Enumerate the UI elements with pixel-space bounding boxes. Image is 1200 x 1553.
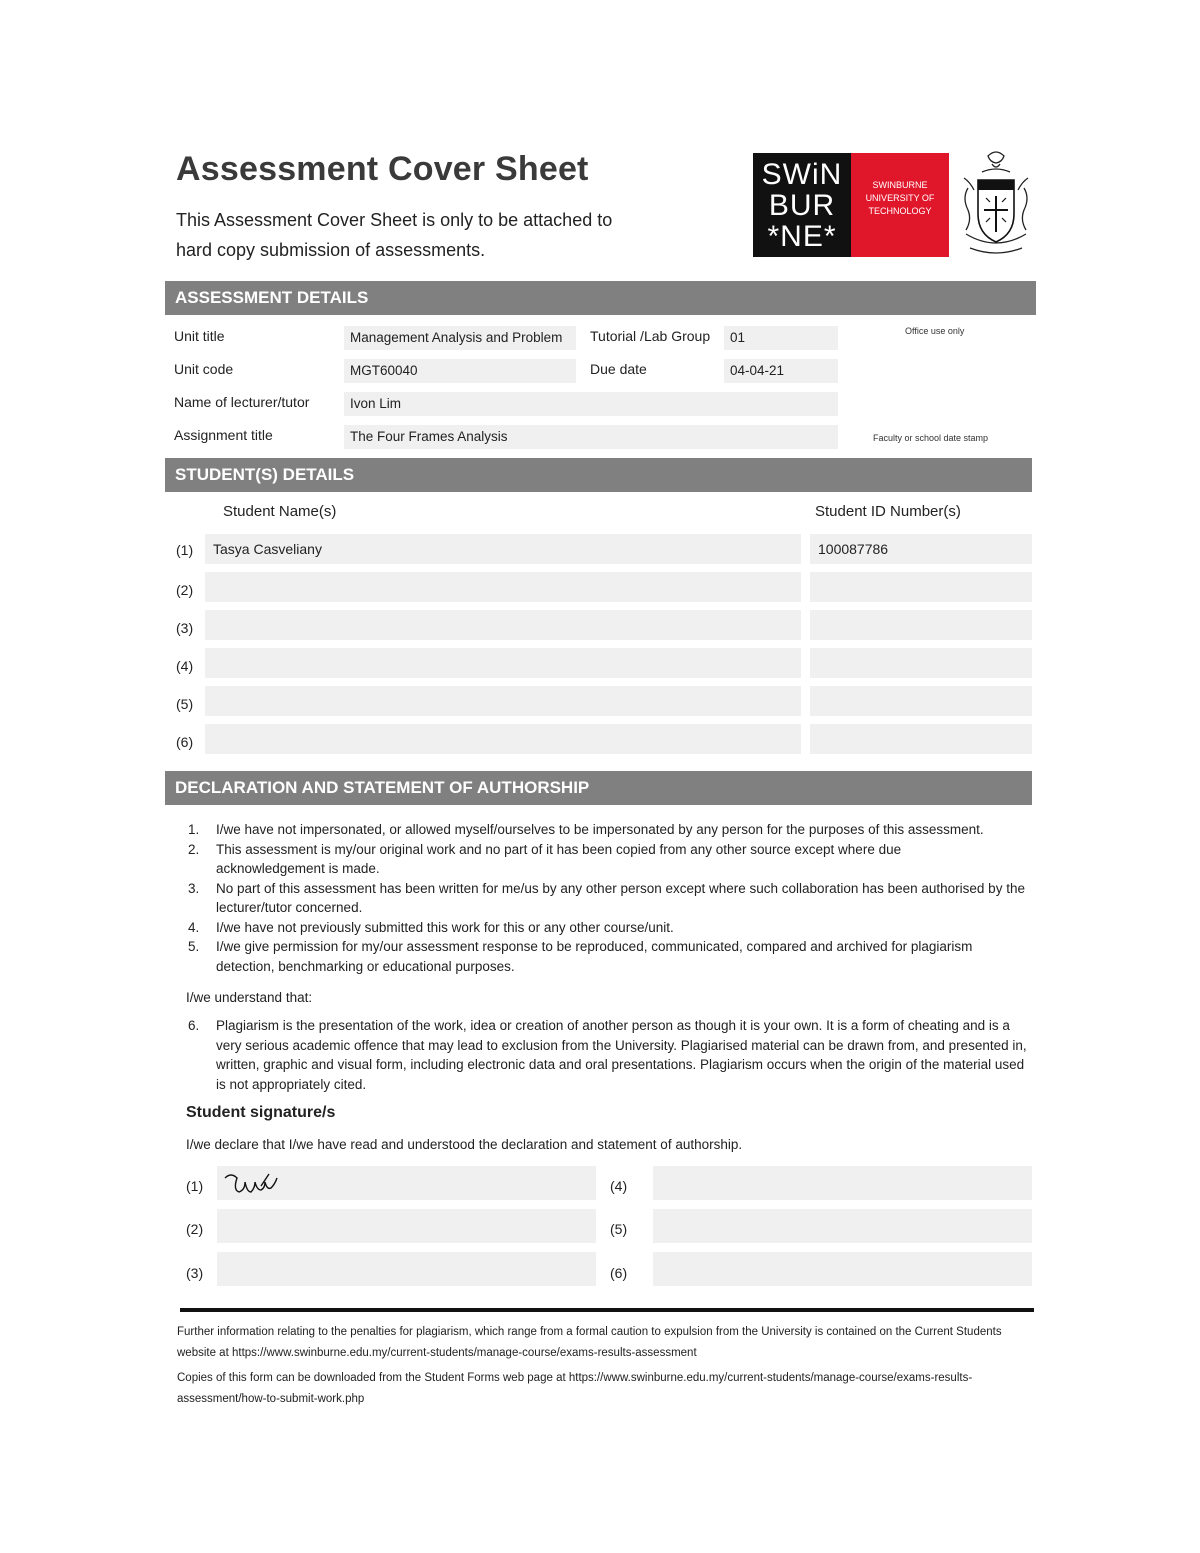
declaration-item-text: I/we give permission for my/our assessment response to be reproduced, communicated, compared and archived for plagiarism detection, benchmarking or educational purposes. <box>216 939 973 974</box>
declaration-item-number: 5. <box>188 939 200 954</box>
signature-statement: I/we declare that I/we have read and understood the declaration and statement of authorship. <box>186 1137 743 1152</box>
signature-label-2: (2) <box>186 1221 204 1237</box>
declaration-header: DECLARATION AND STATEMENT OF AUTHORSHIP <box>165 771 1032 805</box>
signature-field-4[interactable] <box>653 1166 1032 1200</box>
tutorial-field[interactable]: 01 <box>724 326 838 350</box>
assessment-details-header: ASSESSMENT DETAILS <box>165 281 1036 315</box>
declaration-item-number: 2. <box>188 841 200 857</box>
student-row-number: (6) <box>176 734 194 750</box>
student-id-field[interactable]: 100087786 <box>810 534 1032 564</box>
student-id-field[interactable] <box>810 572 1032 602</box>
signature-label-3: (3) <box>186 1265 204 1281</box>
page-subtitle: This Assessment Cover Sheet is only to be attached to hard copy submission of assessments. <box>176 210 613 260</box>
signature-field-5[interactable] <box>653 1209 1032 1243</box>
signature-field-2[interactable] <box>217 1209 596 1243</box>
crest-icon <box>958 148 1034 260</box>
handwritten-signature <box>221 1168 281 1198</box>
student-row-number: (3) <box>176 620 194 636</box>
student-name-field[interactable] <box>205 686 801 716</box>
student-row-number: (2) <box>176 582 194 598</box>
date-stamp-note: Faculty or school date stamp <box>873 433 989 443</box>
logo-line-1: SWiN <box>761 158 843 191</box>
due-date-field[interactable]: 04-04-21 <box>724 359 838 383</box>
unit-code-field[interactable]: MGT60040 <box>344 359 576 383</box>
understand-label: I/we understand that: <box>186 990 313 1005</box>
footer-forms-info: Copies of this form can be downloaded from the Student Forms web page at https://www.swinburne.edu.my/current-students/manage-course/exams-results-assessment/how-to-submit-work.php <box>177 1372 973 1405</box>
declaration-item-text: I/we have not previously submitted this work for this or any other course/unit. <box>216 919 674 935</box>
declaration-item <box>188 840 1028 879</box>
signature-label-1: (1) <box>186 1178 204 1194</box>
signature-label-6: (6) <box>610 1265 628 1281</box>
student-row-number: (1) <box>176 542 194 558</box>
declaration-item-number: 3. <box>188 880 200 896</box>
declaration-item <box>188 879 1028 918</box>
student-name-field[interactable] <box>205 724 801 754</box>
declaration-item-number: 1. <box>188 822 200 837</box>
page-title: Assessment Cover Sheet <box>176 150 589 188</box>
due-date-label: Due date <box>590 361 647 377</box>
declaration-item-text: This assessment is my/our original work and no part of it has been copied from any other source except where due acknowledgement is made. <box>216 841 902 876</box>
unit-code-label: Unit code <box>174 361 234 377</box>
office-use-note: Office use only <box>905 326 965 336</box>
logo-line-3: *NE* <box>767 220 837 253</box>
declaration-item <box>188 937 1028 976</box>
logo-red-line-1: SWINBURNE <box>872 180 928 190</box>
student-id-field[interactable] <box>810 724 1032 754</box>
student-name-field[interactable] <box>205 572 801 602</box>
student-name-field[interactable] <box>205 648 801 678</box>
signature-label-4: (4) <box>610 1178 628 1194</box>
assignment-title-field[interactable]: The Four Frames Analysis <box>344 425 838 449</box>
signature-label-5: (5) <box>610 1221 628 1237</box>
unit-title-label: Unit title <box>174 328 225 344</box>
lecturer-label: Name of lecturer/tutor <box>174 394 310 410</box>
logo-red-line-3: TECHNOLOGY <box>868 206 932 216</box>
assignment-title-label: Assignment title <box>174 427 273 443</box>
student-id-field[interactable] <box>810 686 1032 716</box>
logo-university-name <box>851 153 949 257</box>
declaration-item <box>188 820 1028 840</box>
student-row-number: (4) <box>176 658 194 674</box>
student-name-field[interactable] <box>205 610 801 640</box>
student-name-field[interactable]: Tasya Casveliany <box>205 534 801 564</box>
student-id-header: Student ID Number(s) <box>815 503 961 520</box>
lecturer-field[interactable]: Ivon Lim <box>344 392 838 416</box>
declaration-list <box>188 820 1028 976</box>
logo-red-line-2: UNIVERSITY OF <box>865 193 935 203</box>
logo-line-2: BUR <box>768 189 836 222</box>
declaration-item-6 <box>188 1016 1028 1094</box>
declaration-item-number: 4. <box>188 919 200 935</box>
declaration-item-text: I/we have not impersonated, or allowed myself/ourselves to be impersonated by any person for the purposes of this assessment. <box>216 822 984 837</box>
tutorial-label: Tutorial /Lab Group <box>590 328 711 344</box>
declaration-item <box>188 918 1028 938</box>
student-row-number: (5) <box>176 696 194 712</box>
student-details-header: STUDENT(S) DETAILS <box>165 458 1032 492</box>
signature-field-3[interactable] <box>217 1252 596 1286</box>
signature-heading: Student signature/s <box>186 1104 336 1121</box>
footer-divider <box>180 1308 1034 1312</box>
logo-wordmark <box>753 153 851 257</box>
unit-title-field[interactable]: Management Analysis and Problem <box>344 326 576 350</box>
declaration-item-number: 6. <box>188 1018 200 1033</box>
signature-field-6[interactable] <box>653 1252 1032 1286</box>
swinburne-logo <box>753 153 949 257</box>
student-id-field[interactable] <box>810 648 1032 678</box>
declaration-item-text: Plagiarism is the presentation of the work, idea or creation of another person as though it is your own. It is a form of cheating and is a very serious academic offence that may lead to exclusion from the University. Plagiarised material can be drawn from, and presented in, written, graphic and visual form, including electronic data and oral presentations. Plagiarism occurs when the origin of the material used is not appropriately cited. <box>216 1018 1027 1092</box>
signature-field-1[interactable] <box>217 1166 596 1200</box>
footer-plagiarism-info: Further information relating to the penalties for plagiarism, which range from a formal caution to expulsion from the University is contained on the Current Students website at https://www.swinburne.edu.my/current-students/manage-course/exams-results-assessment <box>177 1326 1002 1359</box>
student-id-field[interactable] <box>810 610 1032 640</box>
student-name-header: Student Name(s) <box>223 503 337 520</box>
declaration-item-text: No part of this assessment has been written for me/us by any other person except where such collaboration has been authorised by the lecturer/tutor concerned. <box>216 880 1025 915</box>
